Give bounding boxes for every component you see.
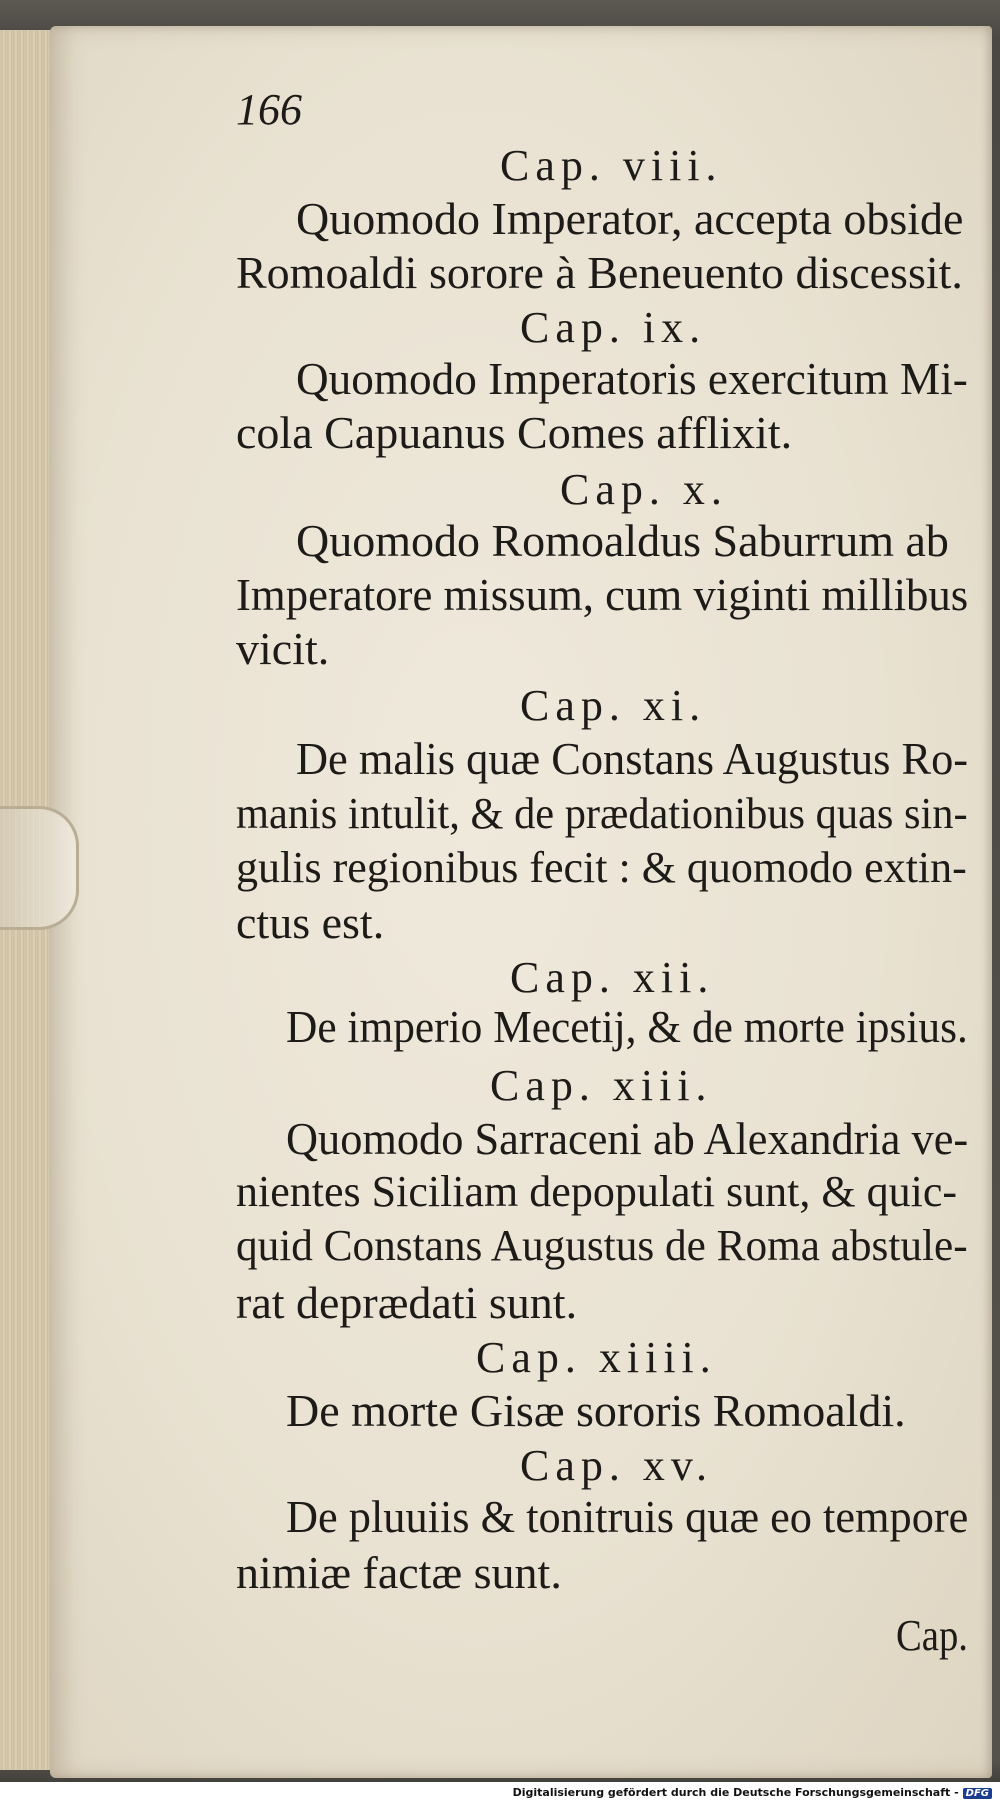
- chapter-heading: Cap. xii.: [510, 953, 715, 1002]
- entry-line: Quomodo Imperator, accepta obside: [296, 193, 964, 244]
- entry-line: quid Constans Augustus de Roma abstule-: [236, 1221, 968, 1270]
- page-number: 166: [236, 85, 302, 134]
- chapter-heading: Cap. xiiii.: [476, 1333, 717, 1382]
- chapter-heading: Cap. viii.: [500, 141, 723, 190]
- entry-line: Romoaldi sorore à Beneuento discessit.: [236, 247, 963, 298]
- entry-line: Imperatore missum, cum viginti millibus: [236, 569, 969, 620]
- chapter-heading: Cap. xiii.: [490, 1061, 713, 1110]
- entry-line: Quomodo Sarraceni ab Alexandria ve-: [286, 1113, 969, 1164]
- entry-line: vicit.: [236, 623, 330, 674]
- entry-line: manis intulit, & de prædationibus quas sin-: [236, 789, 968, 838]
- entry-line: Quomodo Imperatoris exercitum Mi-: [296, 353, 968, 404]
- entry-line: nimiæ factæ sunt.: [236, 1547, 562, 1598]
- footer-credit: [513, 1786, 992, 1799]
- entry-line: De imperio Mecetij, & de morte ipsius.: [286, 1001, 968, 1052]
- chapter-heading: Cap. xv.: [520, 1441, 714, 1490]
- entry-line: nientes Siciliam depopulati sunt, & quic-: [236, 1167, 957, 1216]
- entry-line: De morte Gisæ sororis Romoaldi.: [286, 1385, 906, 1436]
- dfg-logo: DFG: [963, 1788, 992, 1799]
- chapter-heading: Cap. xi.: [520, 681, 707, 730]
- entry-line: De malis quæ Constans Augustus Ro-: [296, 733, 969, 784]
- chapter-heading: Cap. ix.: [520, 303, 707, 352]
- entry-line: cola Capuanus Comes afflixit.: [236, 407, 793, 458]
- entry-line: De pluuiis & tonitruis quæ eo tempore: [286, 1491, 969, 1542]
- entry-line: ctus est.: [236, 897, 385, 948]
- entry-line: rat deprædati sunt.: [236, 1277, 578, 1328]
- footer-credit-text: Digitalisierung gefördert durch die Deutsche Forschungsgemeinschaft -: [512, 1786, 959, 1799]
- entry-line: Quomodo Romoaldus Saburrum ab: [296, 515, 949, 566]
- catchword: Cap.: [896, 1611, 968, 1660]
- clip-tab: [0, 806, 79, 930]
- entry-line: gulis regionibus fecit : & quomodo extin-: [236, 843, 967, 892]
- chapter-heading: Cap. x.: [560, 465, 728, 514]
